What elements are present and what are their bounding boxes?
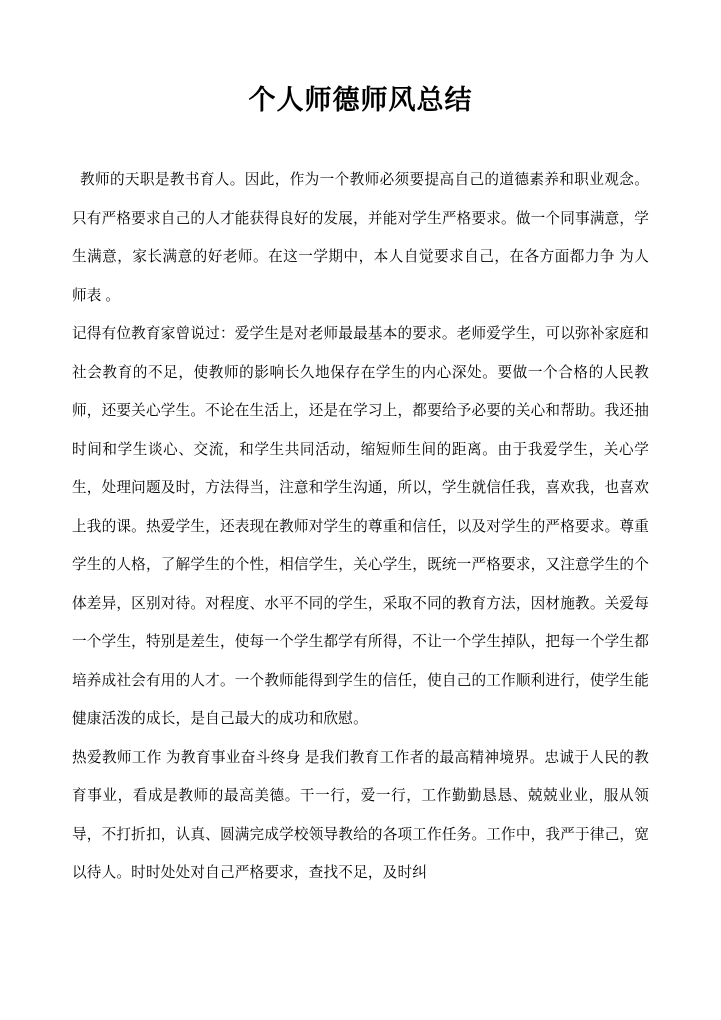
paragraph: 热爱教师工作 为教育事业奋斗终身 是我们教育工作者的最高精神境界。忠诚于人民的教育事业，看成是教师的最高美德。干一行，爱一行，工作勤勤恳恳、兢兢业业，服从领导，不打折扣，认真、圆满完成学校领导教给的各项工作任务。工作中，我严于律己，宽以待人。时时处处对自己严格要求，查找不足，及时纠 bbox=[72, 749, 649, 881]
paragraph: 教师的天职是教书育人。因此，作为一个教师必须要提高自己的道德素养和职业观念。只有严格要求自己的人才能获得良好的发展，并能对学生严格要求。做一个同事满意，学生满意，家长满意的好老师。在这一学期中，本人自觉要求自己，在各方面都力争 为人师表 。 bbox=[72, 172, 649, 304]
page-title: 个人师德师风总结 bbox=[248, 85, 473, 115]
paragraph: 记得有位教育家曾说过：爱学生是对老师最最基本的要求。老师爱学生，可以弥补家庭和社会教育的不足，使教师的影响长久地保存在学生的内心深处。要做一个合格的人民教师，还要关心学生。不论在生活上，还是在学习上，都要给予必要的关心和帮助。我还抽时间和学生谈心、交流，和学生共同活动，缩短师生间的距离。由于我爱学生，关心学生，处理问题及时，方法得当，注意和学生沟通，所以，学生就信任我，喜欢我，也喜欢上我的课。热爱学生，还表现在教师对学生的尊重和信任，以及对学生的严格要求。尊重学生的人格，了解学生的个性，相信学生，关心学生，既统一严格要求，又注意学生的个体差异，区别对待。对程度、水平不同的学生，采取不同的教育方法，因材施教。关爱每一个学生，特别是差生，使每一个学生都学有所得，不让一个学生掉队，把每一个学生都培养成社会有用的人才。一个教师能得到学生的信任，使自己的工作顺利进行，使学生能健康活泼的成长，是自己最大的成功和欣慰。 bbox=[72, 326, 649, 727]
document-body bbox=[72, 161, 649, 893]
